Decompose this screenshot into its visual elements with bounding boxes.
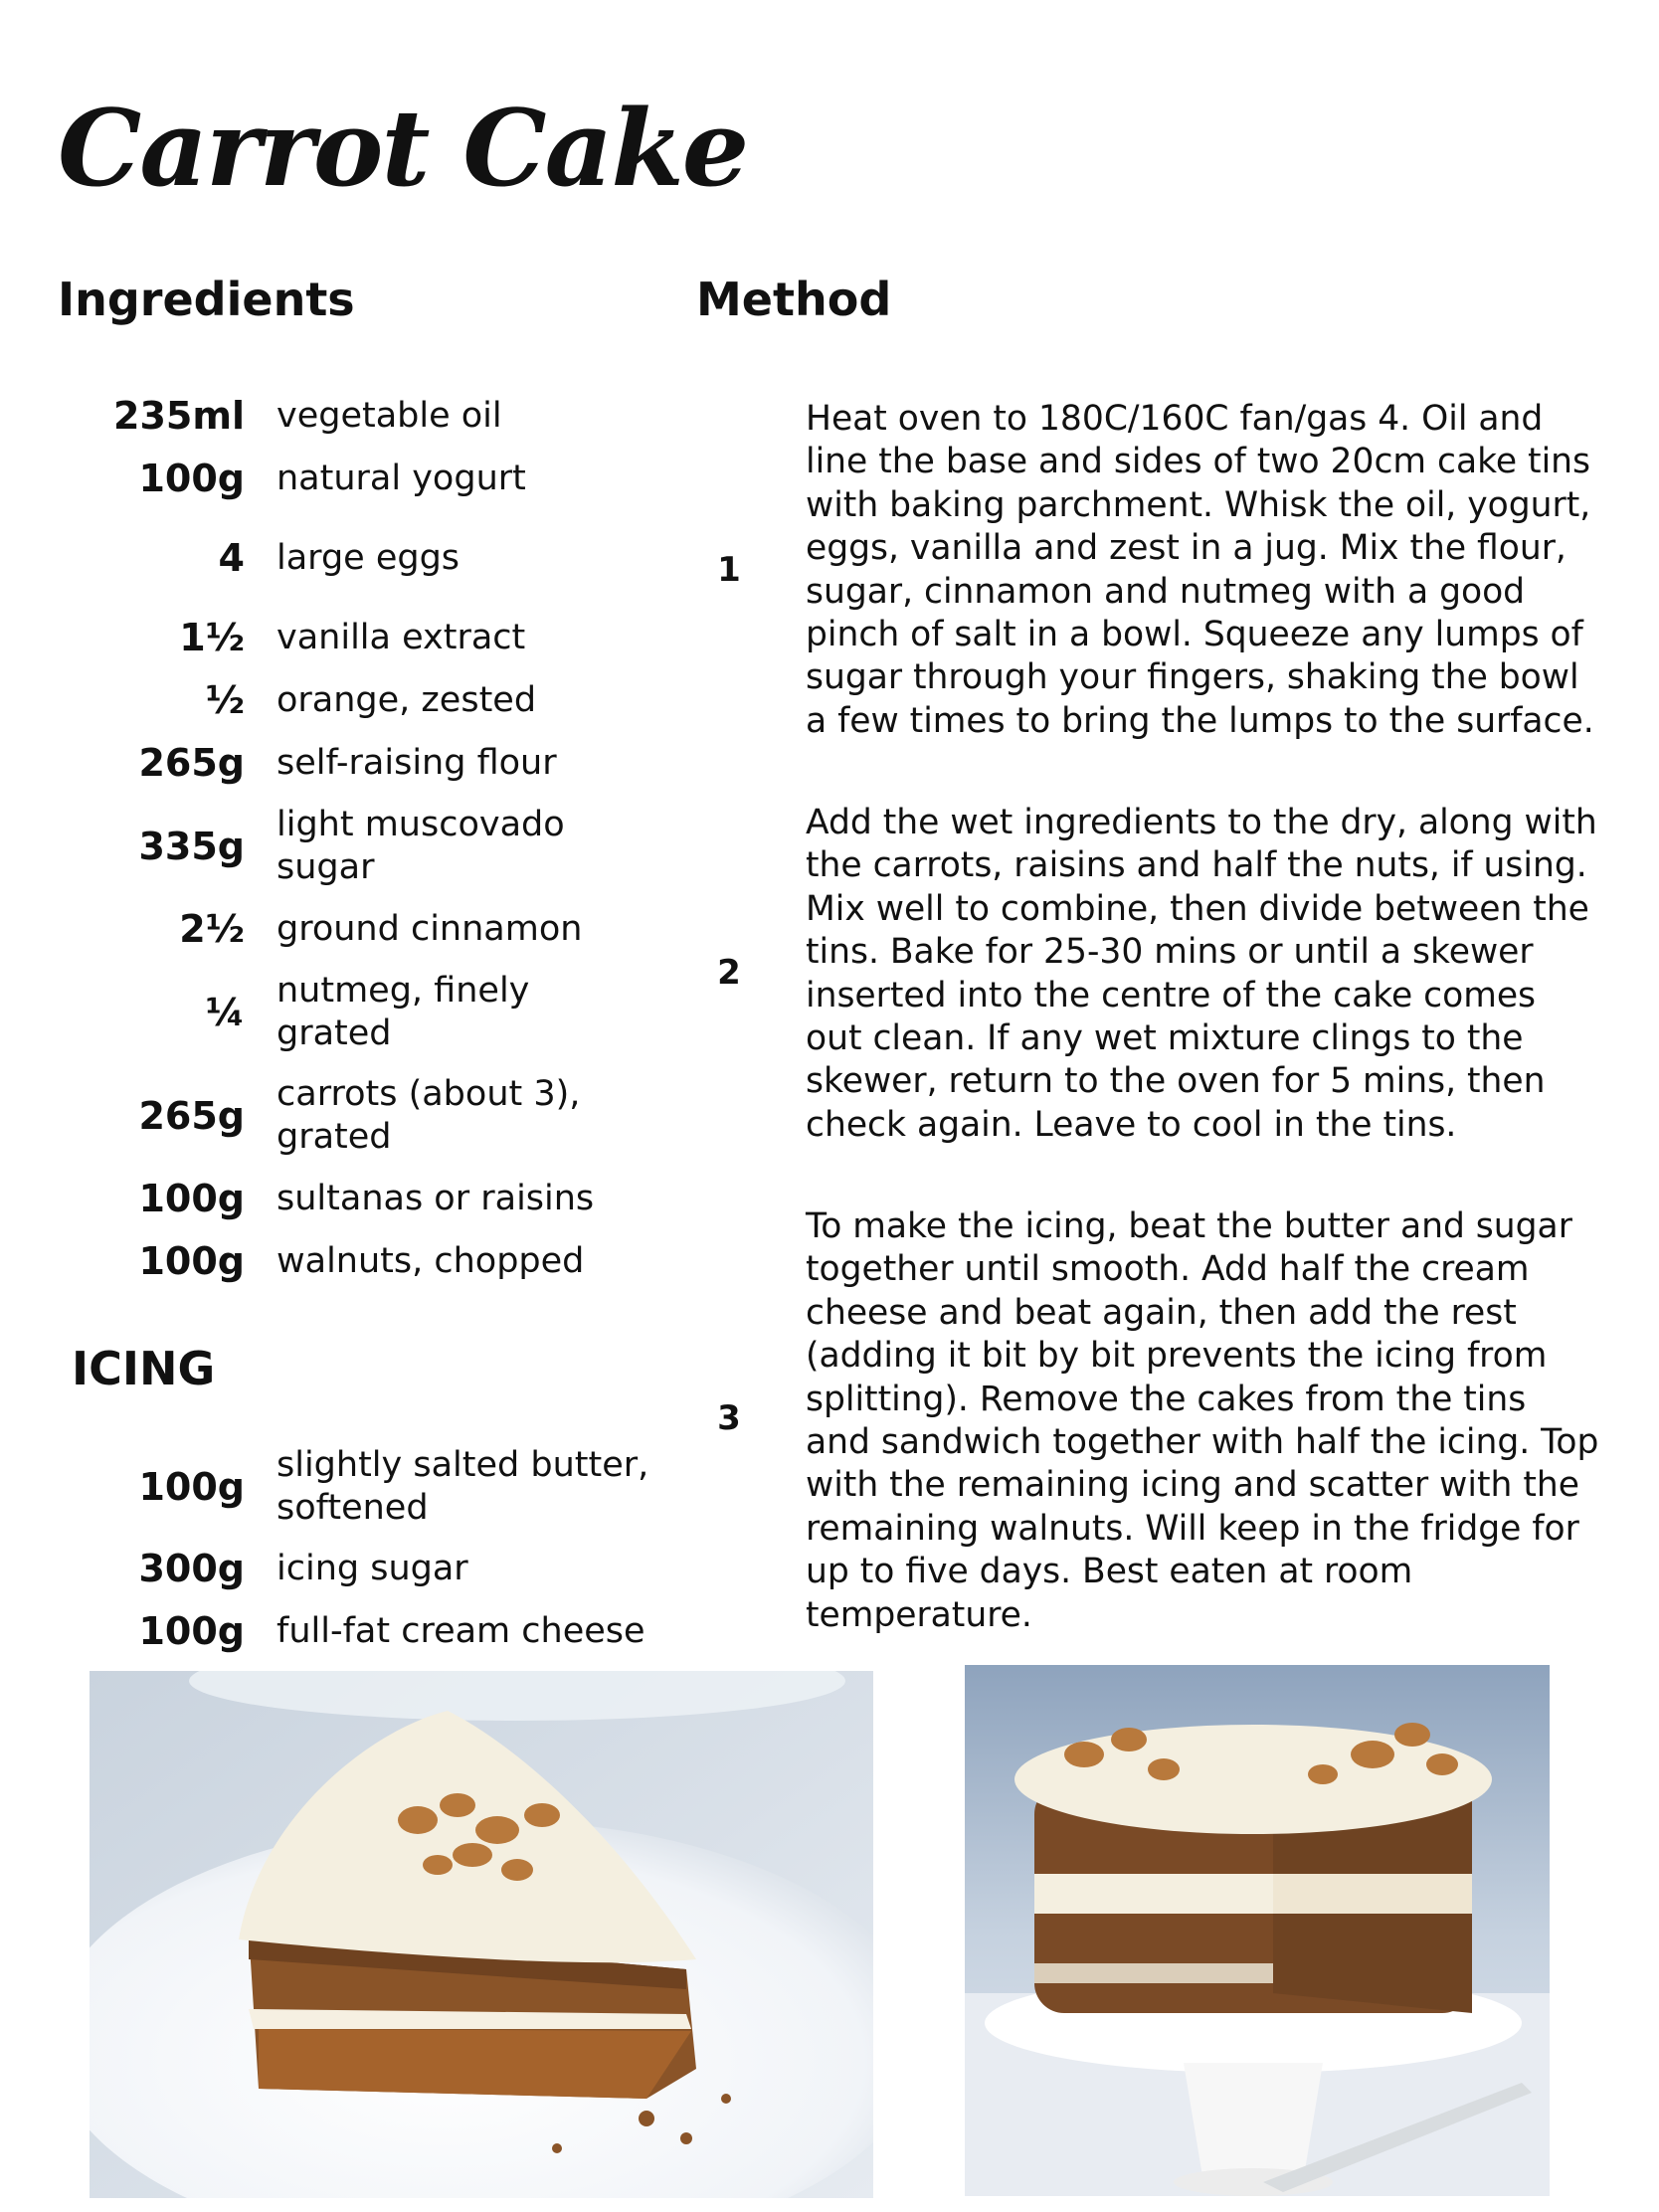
ingredient-name: carrots (about 3), grated xyxy=(276,1074,581,1157)
step-number: 2 xyxy=(717,953,741,993)
ingredient-row xyxy=(99,536,656,580)
ingredient-row xyxy=(99,741,656,785)
step-number: 1 xyxy=(717,550,741,590)
ingredient-row xyxy=(99,678,656,722)
ingredient-row xyxy=(99,616,656,659)
ingredient-row xyxy=(99,1444,656,1530)
ingredient-row xyxy=(99,394,656,438)
ingredients-heading: Ingredients xyxy=(58,273,355,326)
ingredient-row xyxy=(99,804,656,889)
ingredient-row xyxy=(99,970,656,1055)
ingredient-row xyxy=(99,1177,656,1220)
ingredient-name: orange, zested xyxy=(276,679,537,720)
ingredient-qty: 100g xyxy=(138,1609,245,1653)
ingredient-row xyxy=(99,457,656,500)
ingredient-name: sultanas or raisins xyxy=(276,1178,595,1218)
ingredient-row xyxy=(99,1547,656,1590)
ingredient-qty: 265g xyxy=(138,741,245,785)
ingredient-qty: 100g xyxy=(138,1239,245,1283)
ingredient-name: self-raising flour xyxy=(276,742,557,783)
ingredient-qty: ¼ xyxy=(205,991,245,1034)
ingredient-name: full-fat cream cheese xyxy=(276,1610,645,1651)
ingredient-row xyxy=(99,1609,656,1653)
ingredient-name: vegetable oil xyxy=(276,395,502,436)
ingredient-row xyxy=(99,1073,656,1159)
ingredient-qty: 100g xyxy=(138,1465,245,1509)
ingredient-qty: 1½ xyxy=(179,616,245,659)
step-text: To make the icing, beat the butter and sugar together until smooth. Add half the cream cheese and beat again, then add the rest (adding it bit by bit prevents the icing from splitting). Remove the cakes from the tins and sandwich together with half the icing. Top with the remaining icing and scatter with the remaining walnuts. Will keep in the fridge for up to five days. Best eaten at room temperature. xyxy=(806,1206,1599,1635)
cake-slice-photo xyxy=(90,1671,873,2198)
ingredient-qty: 235ml xyxy=(113,394,245,438)
ingredient-qty: 2½ xyxy=(179,907,245,951)
step-number: 3 xyxy=(717,1398,741,1438)
ingredient-qty: 100g xyxy=(138,1177,245,1220)
ingredient-name: nutmeg, finely grated xyxy=(276,971,530,1053)
ingredient-row xyxy=(99,907,656,951)
ingredient-name: large eggs xyxy=(276,537,461,578)
recipe-title: Carrot Cake xyxy=(58,86,748,210)
ingredient-qty: 265g xyxy=(138,1094,245,1138)
ingredient-qty: 100g xyxy=(138,457,245,500)
ingredient-name: icing sugar xyxy=(276,1548,468,1588)
method-heading: Method xyxy=(696,273,892,326)
ingredient-name: natural yogurt xyxy=(276,458,526,498)
ingredient-name: light muscovado sugar xyxy=(276,805,565,887)
ingredient-name: ground cinnamon xyxy=(276,908,583,949)
ingredient-qty: 4 xyxy=(218,536,245,580)
step-text: Add the wet ingredients to the dry, along with the carrots, raisins and half the nuts, if using. Mix well to combine, then divide between the tins. Bake for 25-30 mins or until a skewer inserted into the centre of the cake comes out clean. If any wet mixture clings to the skewer, return to the oven for 5 mins, then check again. Leave to cool in the tins. xyxy=(806,803,1597,1145)
whole-cake-photo xyxy=(965,1665,1550,2196)
ingredient-qty: 335g xyxy=(138,825,245,868)
ingredient-name: slightly salted butter, softened xyxy=(276,1445,649,1528)
ingredient-qty: 300g xyxy=(138,1547,245,1590)
ingredient-row xyxy=(99,1239,656,1283)
ingredient-qty: ½ xyxy=(205,678,245,722)
ingredient-name: vanilla extract xyxy=(276,617,526,657)
icing-heading: ICING xyxy=(72,1342,216,1395)
ingredient-name: walnuts, chopped xyxy=(276,1240,585,1281)
step-text: Heat oven to 180C/160C fan/gas 4. Oil and line the base and sides of two 20cm cake tins with baking parchment. Whisk the oil, yogurt, eggs, vanilla and zest in a jug. Mix the flour, sugar, cinnamon and nutmeg with a good pinch of salt in a bowl. Squeeze any lumps of sugar through your fingers, shaking the bowl a few times to bring the lumps to the surface. xyxy=(806,399,1594,741)
